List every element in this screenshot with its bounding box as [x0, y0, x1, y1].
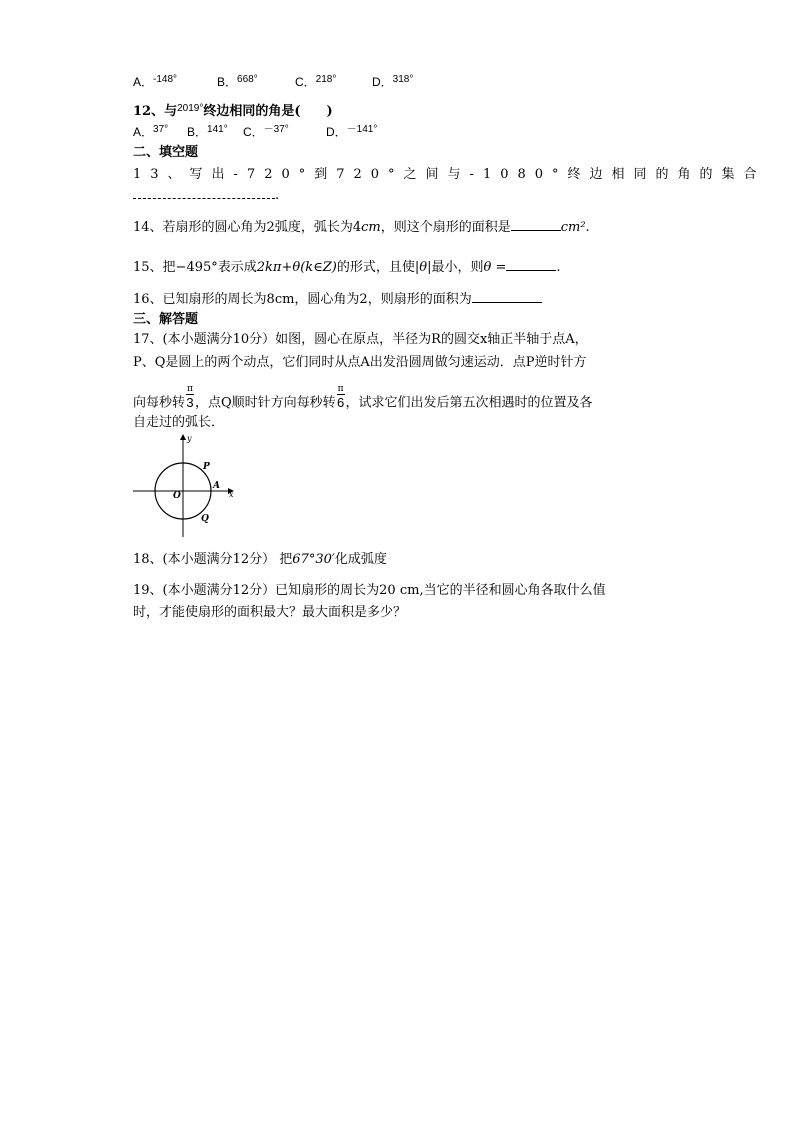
- question-15: 15、把−495°表示成2kπ+θ(k∈Z)的形式，且使|θ|最小，则θ = .: [133, 260, 561, 275]
- q16-answer-blank[interactable]: [472, 290, 542, 303]
- point-q-label: Q: [201, 514, 209, 524]
- origin-label: O: [173, 491, 181, 501]
- question-19-line1: 19、(本小题满分12分）已知扇形的周长为20 cm,当它的半径和圆心角各取什么值: [133, 583, 606, 598]
- q12-option-b: B．$^{141^\circ}$: [187, 124, 228, 139]
- question-13-line1: 13、写出-720°到720°之间与-1080°终边相同的角的集合: [133, 167, 766, 182]
- question-16: 16、已知扇形的周长为8cm，圆心角为2，则扇形的面积为: [133, 290, 542, 309]
- section-fill-in-title: 二、填空题: [133, 145, 199, 160]
- q12-option-d: D．$^{-141^\circ}$: [326, 124, 378, 139]
- q12-option-a: A．$^{37^\circ}$: [133, 124, 169, 139]
- q11-option-d: D．$^{318^\circ}$: [372, 74, 414, 89]
- q14-answer-blank[interactable]: [511, 218, 561, 231]
- x-axis-label: x: [229, 490, 234, 499]
- question-19-line2: 时，才能使扇形的面积最大？最大面积是多少？: [133, 605, 407, 620]
- question-17-line4: 自走过的弧长．: [133, 415, 225, 430]
- y-axis-label: y: [187, 434, 192, 443]
- q11-option-b: B．$^{668^\circ}$: [217, 74, 258, 89]
- circle-diagram: [133, 432, 243, 537]
- q12-option-c: C．$^{-37^\circ}$: [243, 124, 289, 139]
- question-14: 14、若扇形的圆心角为2弧度，弧长为4cm，则这个扇形的面积是 cm².: [133, 220, 590, 235]
- q15-answer-blank[interactable]: [506, 258, 556, 271]
- q13-answer-blank[interactable]: [133, 186, 275, 199]
- question-18: 18、(本小题满分12分） 把67°30′化成弧度: [133, 552, 387, 567]
- point-p-label: P: [203, 462, 210, 472]
- fraction-pi-over-6: $\frac{\pi}{6}$: [336, 384, 345, 410]
- question-17-line2: P、Q是圆上的两个动点，它们同时从点A出发沿圆周做匀速运动．点P逆时针方: [133, 355, 587, 370]
- question-13-line2: .: [133, 186, 279, 205]
- question-12: 12、与$^{2019^\circ}$终边相同的角是( ): [133, 103, 333, 119]
- question-17-line3: 向每秒转 $\frac{\pi}{3}$ ，点Q顺时针方向每秒转 $\frac{\pi}{6}$ ，试求它们出发后第五次相遇时的位置及各: [133, 384, 593, 411]
- section-solve-title: 三、解答题: [133, 312, 199, 327]
- q11-option-c: C．$^{218^\circ}$: [295, 74, 337, 89]
- q11-option-a: A．$^{-148^\circ}$: [133, 74, 178, 89]
- point-a-label: A: [213, 481, 220, 491]
- question-17-line1: 17、(本小题满分10分）如图，圆心在原点，半径为R的圆交x轴正半轴于点A，: [133, 332, 588, 347]
- fraction-pi-over-3: $\frac{\pi}{3}$: [186, 384, 194, 410]
